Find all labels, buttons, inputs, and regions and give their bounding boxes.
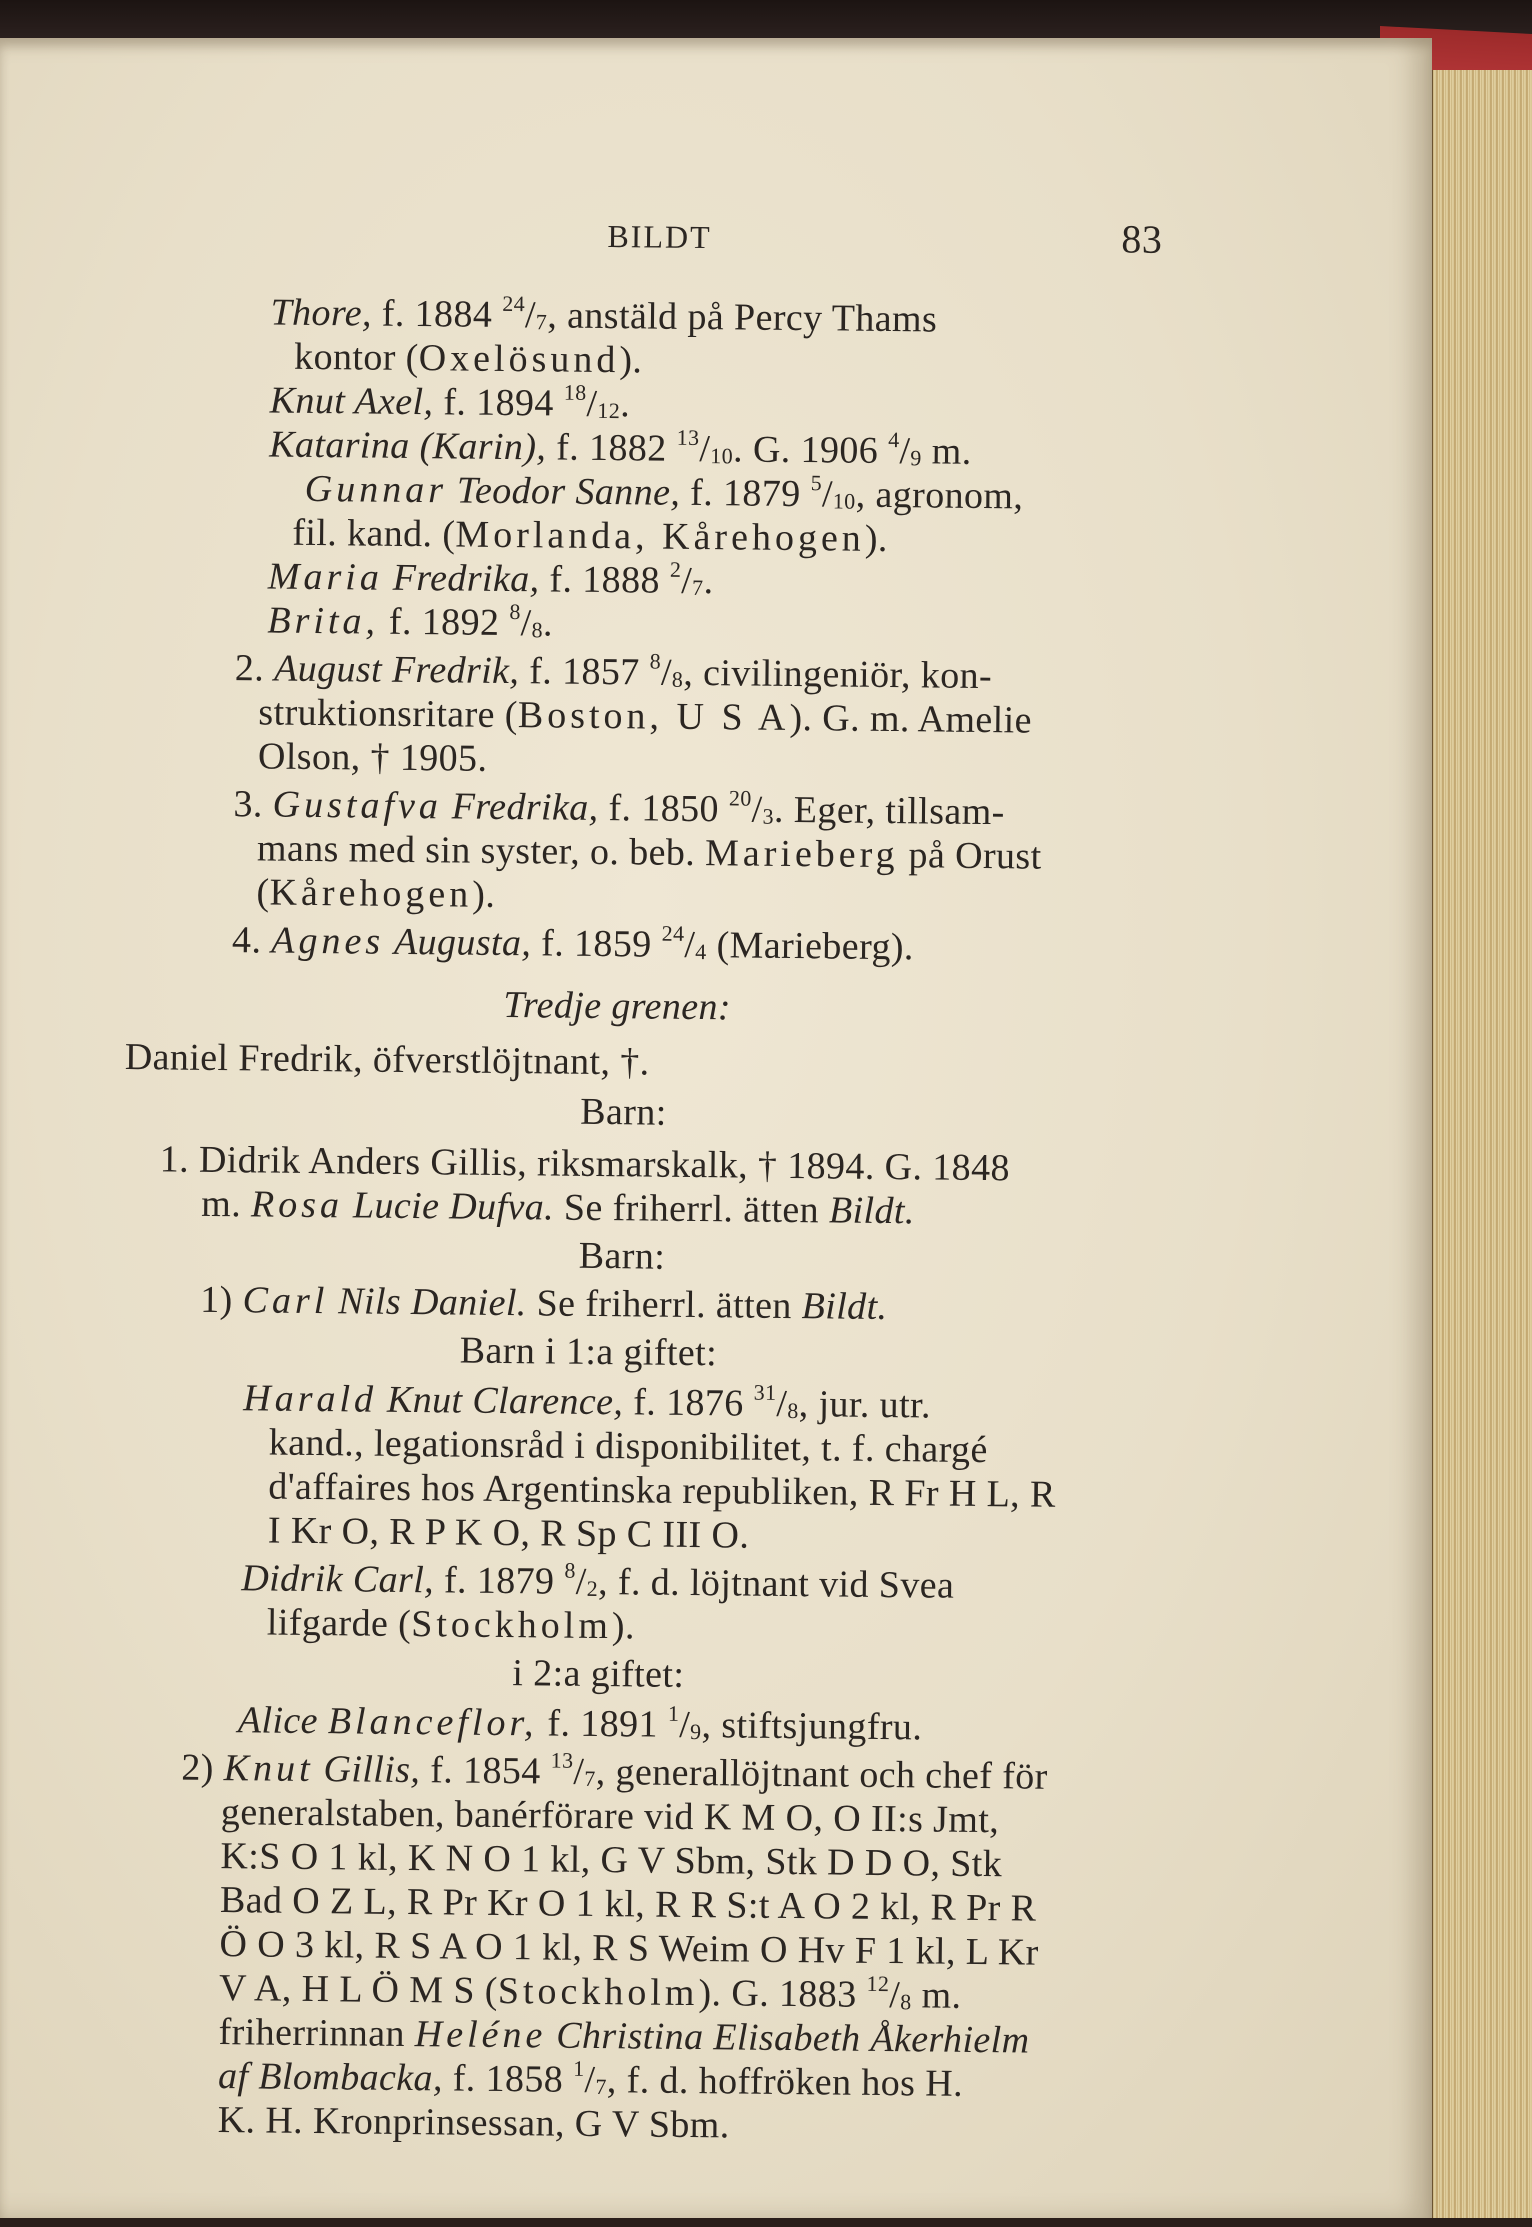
text-line: lifgarde (Stockholm). [266, 1601, 636, 1648]
text-line: 2) Knut Gillis, f. 1854 $^{13}/_7$, generallöjtnant och chef för [181, 1746, 1048, 1798]
text-line: struktionsritare (Boston, U S A). G. m. Amelie [258, 691, 1033, 742]
text-line: 4. Agnes Augusta, f. 1859 $^{24}/_4$ (Marieberg). [231, 919, 915, 969]
text-line: 2. August Fredrik, f. 1857 $^8/_8$, civilingeniör, kon- [234, 647, 993, 698]
page-edges [1430, 70, 1532, 2218]
text-line: Maria Fredrika, f. 1888 $^2/_7$. [267, 555, 714, 603]
text-line: m. Rosa Lucie Dufva. Se friherrl. ätten Bildt. [201, 1182, 915, 1233]
text-line: Didrik Carl, f. 1879 $^8/_2$, f. d. löjtnant vid Svea [241, 1557, 955, 1607]
text-line: K. H. Kronprinsessan, G V Sbm. [217, 2099, 730, 2147]
subheading: Barn: [580, 1090, 667, 1134]
text-line: Bad O Z L, R Pr Kr O 1 kl, R R S:t A O 2 kl, R Pr R [219, 1879, 1037, 1930]
text-line: K:S O 1 kl, K N O 1 kl, G V Sbm, Stk D D O, Stk [220, 1835, 1003, 1886]
text-line: V A, H L Ö M S (Stockholm). G. 1883 $^{12}/_8$ m. [218, 1967, 962, 2017]
text-line: Harald Knut Clarence, f. 1876 $^{31}/_8$, jur. utr. [243, 1377, 932, 1427]
text-line: Gunnar Teodor Sanne, f. 1879 $^5/_{10}$, agronom, [304, 467, 1024, 518]
text-line: I Kr O, R P K O, R Sp C III O. [267, 1509, 750, 1557]
running-header: BILDT [607, 218, 712, 256]
text-line: Katarina (Karin), f. 1882 $^{13}/_{10}$. G. 1906 $^4/_9$ m. [269, 423, 972, 473]
text-line: kand., legationsråd i disponibilitet, t. f. chargé [268, 1421, 988, 1472]
text-line: kontor (Oxelösund). [293, 335, 643, 382]
subheading: i 2:a giftet: [512, 1652, 685, 1696]
text-line: Thore, f. 1884 $^{24}/_7$, anstäld på Percy Thams [270, 290, 938, 341]
page-text [0, 32, 1443, 2227]
text-line: 1) Carl Nils Daniel. Se friherrl. ätten Bildt. [200, 1278, 888, 1329]
page-number: 83 [1121, 216, 1163, 262]
text-line: fil. kand. (Morlanda, Kårehogen). [292, 511, 889, 560]
book-page [0, 38, 1432, 2218]
text-line: 3. Gustafva Fredrika, f. 1850 $^{20}/_3$. Eger, tillsam- [233, 783, 1005, 834]
text-line: Knut Axel, f. 1894 $^{18}/_{12}$. [269, 379, 631, 426]
text-line: Olson, † 1905. [257, 735, 488, 780]
text-line: friherrinnan Heléne Christina Elisabeth Åkerhielm [218, 2011, 1030, 2062]
text-line: Alice Blanceflor, f. 1891 $^1/_9$, stiftsjungfru. [237, 1699, 923, 1749]
subheading: Barn i 1:a giftet: [459, 1329, 718, 1375]
subheading: Barn: [578, 1234, 666, 1278]
text-line: Brita, f. 1892 $^8/_8$. [267, 599, 554, 645]
text-line: generalstaben, banérförare vid K M O, O II:s Jmt, [220, 1791, 1000, 1842]
text-line: (Kårehogen). [256, 871, 496, 916]
text-line: af Blombacka, f. 1858 $^1/_7$, f. d. hoffröken hos H. [217, 2055, 964, 2105]
text-line: Daniel Fredrik, öfverstlöjtnant, †. [124, 1036, 650, 1084]
text-line: Ö O 3 kl, R S A O 1 kl, R S Weim O Hv F 1 kl, L Kr [219, 1923, 1039, 1974]
text-line: d'affaires hos Argentinska republiken, R Fr H L, R [268, 1465, 1056, 1516]
text-line: mans med sin syster, o. beb. Marieberg på Orust [256, 827, 1042, 878]
text-line: 1. Didrik Anders Gillis, riksmarskalk, † 1894. G. 1848 [159, 1138, 1011, 1190]
section-heading: Tredje grenen: [503, 983, 732, 1029]
